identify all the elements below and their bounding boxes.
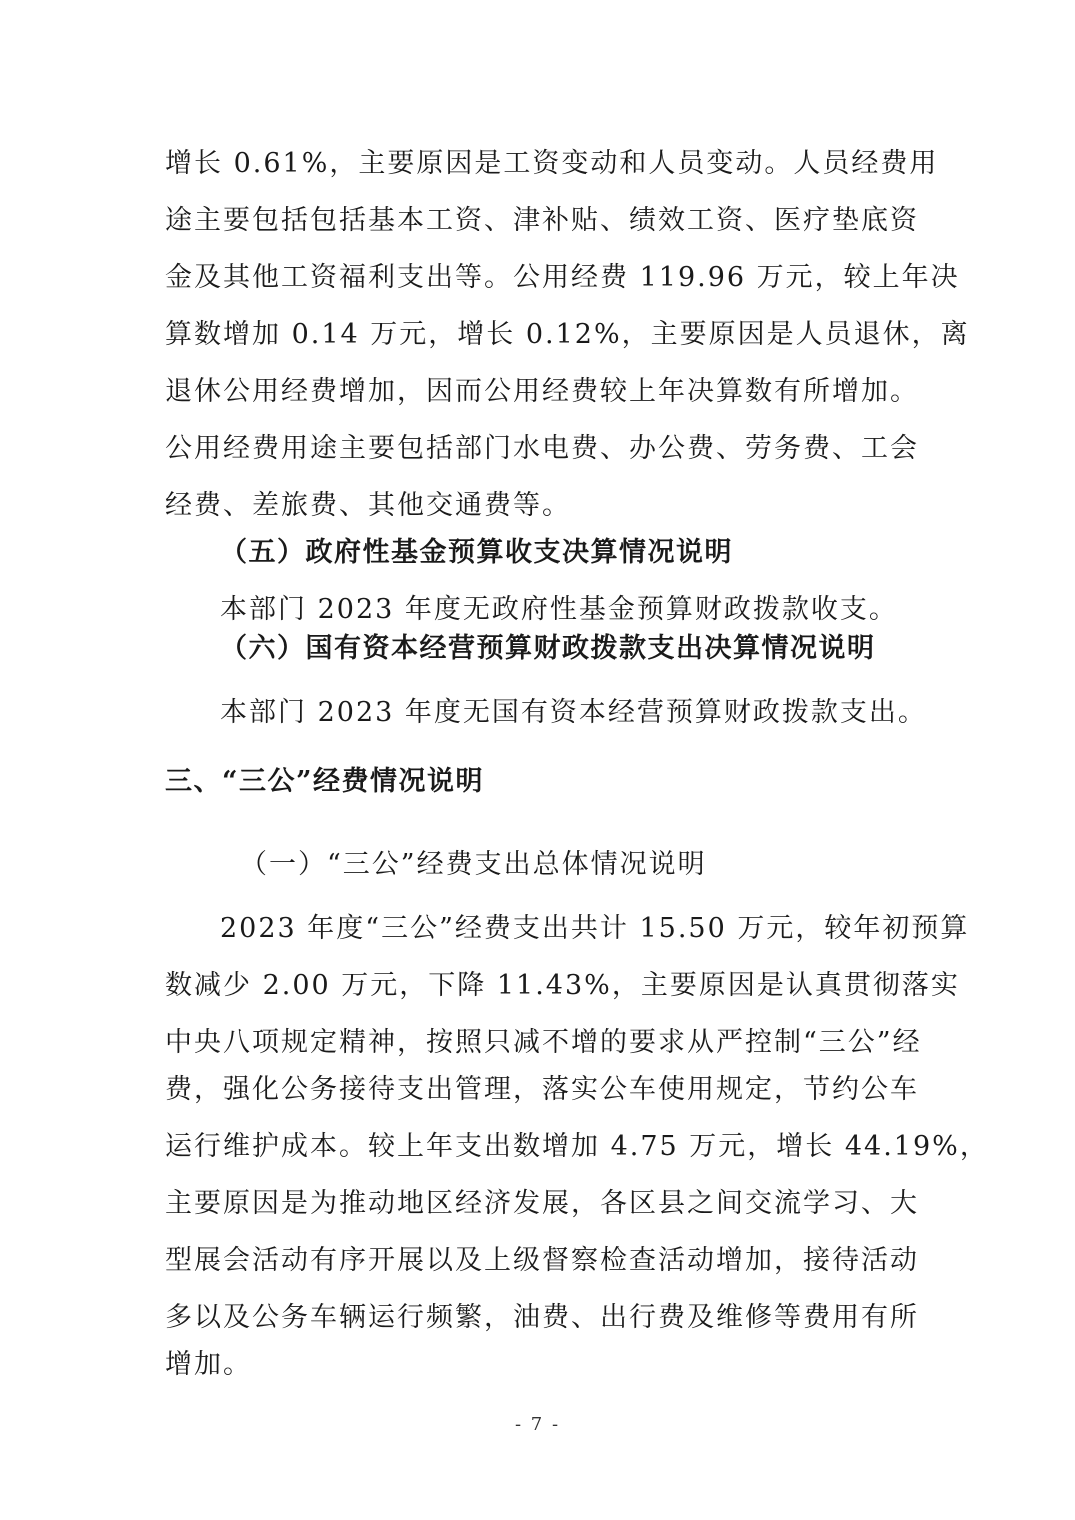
paragraph-line: 途主要包括包括基本工资、津补贴、绩效工资、医疗垫底资 bbox=[165, 205, 919, 236]
page-number: - 7 - bbox=[514, 1414, 561, 1435]
paragraph-line: 增加。 bbox=[165, 1349, 252, 1380]
paragraph-line: 运行维护成本。较上年支出数增加 4.75 万元，增长 44.19%， bbox=[165, 1131, 989, 1162]
paragraph-line: 算数增加 0.14 万元，增长 0.12%，主要原因是人员退休，离 bbox=[165, 319, 970, 350]
paragraph-line: 型展会活动有序开展以及上级督察检查活动增加，接待活动 bbox=[165, 1245, 919, 1276]
paragraph-line: 主要原因是为推动地区经济发展，各区县之间交流学习、大 bbox=[165, 1188, 919, 1219]
chapter-heading-3: 三、“三公”经费情况说明 bbox=[165, 766, 485, 797]
paragraph-line: 金及其他工资福利支出等。公用经费 119.96 万元，较上年决 bbox=[165, 262, 960, 293]
paragraph-line: 退休公用经费增加，因而公用经费较上年决算数有所增加。 bbox=[165, 376, 919, 407]
section-body-5: 本部门 2023 年度无政府性基金预算财政拨款收支。 bbox=[220, 594, 898, 625]
paragraph-line: 公用经费用途主要包括部门水电费、办公费、劳务费、工会 bbox=[165, 433, 919, 464]
sub-heading-1: （一）“三公”经费支出总体情况说明 bbox=[240, 849, 707, 880]
paragraph-line: 2023 年度“三公”经费支出共计 15.50 万元，较年初预算 bbox=[220, 913, 970, 944]
section-heading-5: （五）政府性基金预算收支决算情况说明 bbox=[220, 537, 733, 568]
paragraph-line: 中央八项规定精神，按照只减不增的要求从严控制“三公”经 bbox=[165, 1027, 922, 1058]
paragraph-line: 增长 0.61%，主要原因是工资变动和人员变动。人员经费用 bbox=[165, 148, 939, 179]
paragraph-line: 数减少 2.00 万元，下降 11.43%，主要原因是认真贯彻落实 bbox=[165, 970, 960, 1001]
section-heading-6: （六）国有资本经营预算财政拨款支出决算情况说明 bbox=[220, 633, 876, 664]
paragraph-line: 多以及公务车辆运行频繁，油费、出行费及维修等费用有所 bbox=[165, 1302, 919, 1333]
section-body-6: 本部门 2023 年度无国有资本经营预算财政拨款支出。 bbox=[220, 697, 927, 728]
paragraph-line: 费，强化公务接待支出管理，落实公车使用规定，节约公车 bbox=[165, 1074, 919, 1105]
paragraph-line: 经费、差旅费、其他交通费等。 bbox=[165, 490, 571, 521]
